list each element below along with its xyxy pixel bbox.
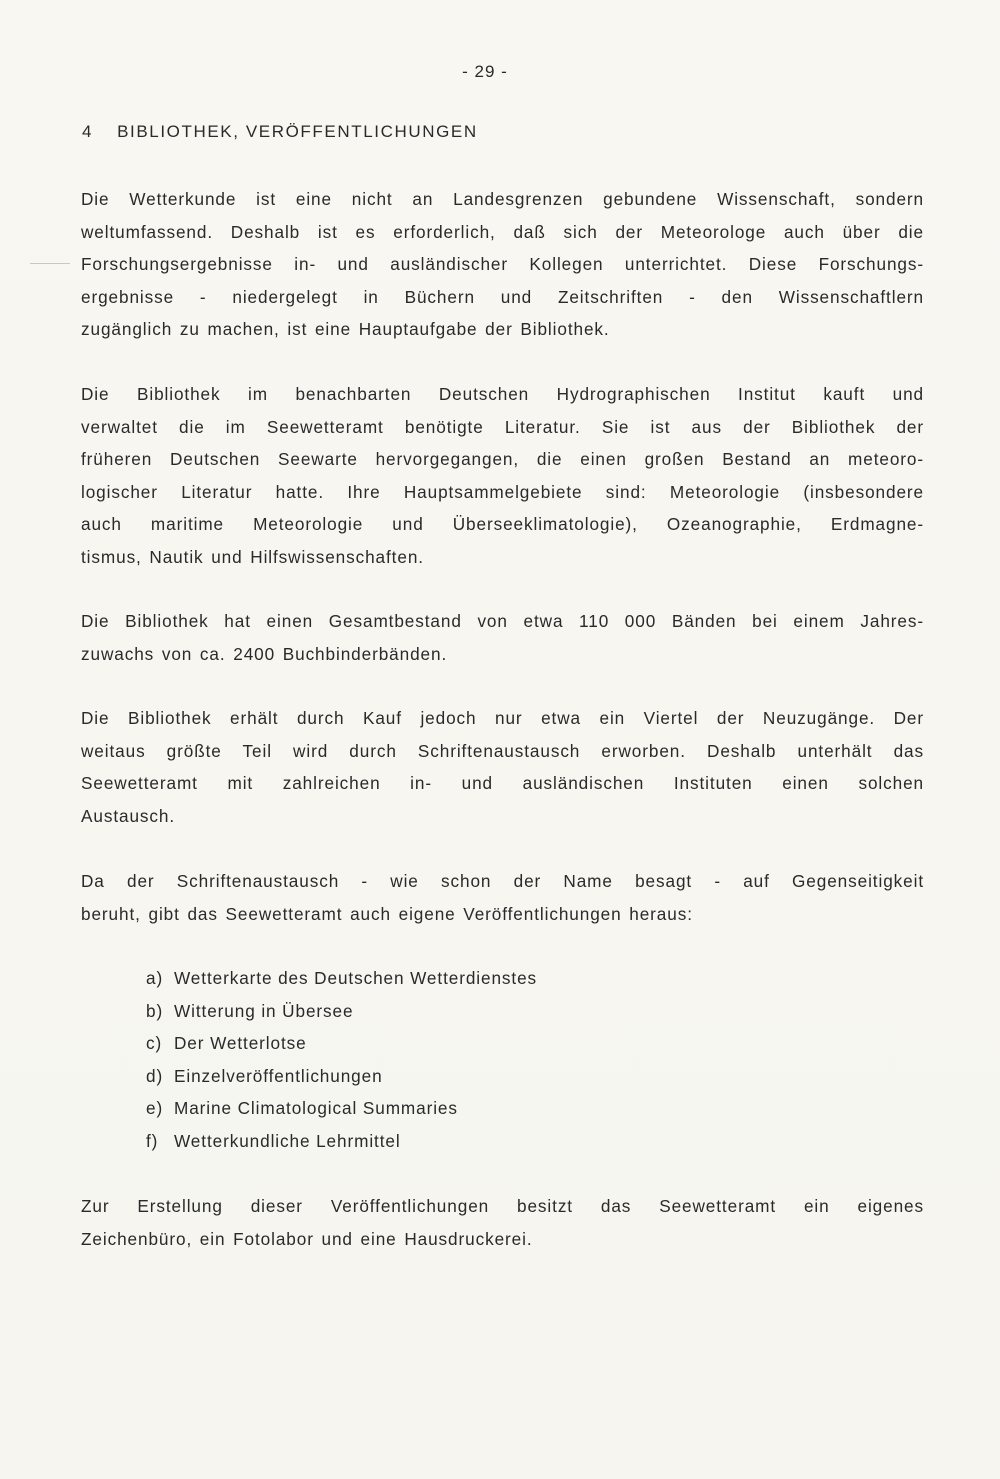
paragraph-line: Da der Schriftenaustausch - wie schon der Name besagt - auf Gegenseitigkeit [81, 871, 924, 891]
paragraph-2 [81, 378, 924, 574]
section-number: 4 [82, 122, 94, 141]
list-marker: c) [146, 1033, 163, 1053]
list-marker: f) [146, 1130, 159, 1151]
list-item-text: Der Wetterlotse [174, 1033, 307, 1053]
margin-mark [30, 263, 70, 264]
section-heading [82, 122, 478, 142]
list-marker: a) [146, 968, 164, 988]
list-marker: b) [146, 1000, 164, 1021]
paragraph-line: weltumfassend. Deshalb ist es erforderlich, daß sich der Meteorologe auch über die [81, 221, 924, 242]
paragraph-line: beruht, gibt das Seewetteramt auch eigene Veröffentlichungen heraus: [81, 903, 693, 924]
paragraph-line: Austausch. [81, 805, 176, 826]
paragraph-5 [81, 865, 924, 930]
paragraph-line: zuwachs von ca. 2400 Buchbinderbänden. [81, 643, 448, 664]
paragraph-line: Die Bibliothek erhält durch Kauf jedoch nur etwa ein Viertel der Neuzugänge. Der [81, 708, 924, 728]
paragraph-line: früheren Deutschen Seewarte hervorgegangen, die einen großen Bestand an meteoro- [81, 449, 924, 470]
paragraph-line: ergebnisse - niedergelegt in Büchern und Zeitschriften - den Wissenschaftlern [81, 286, 924, 307]
paragraph-line: Die Bibliothek hat einen Gesamtbestand von etwa 110 000 Bänden bei einem Jahres- [81, 611, 924, 631]
paragraph-1 [81, 183, 924, 346]
paragraph-line: auch maritime Meteorologie und Überseeklimatologie), Ozeanographie, Erdmagne- [81, 514, 924, 535]
list-marker: e) [146, 1098, 164, 1118]
paragraph-line: logischer Literatur hatte. Ihre Hauptsammelgebiete sind: Meteorologie (insbesondere [81, 481, 924, 502]
list-marker: d) [146, 1065, 164, 1086]
section-title: BIBLIOTHEK, VERÖFFENTLICHUNGEN [117, 122, 478, 141]
paragraph-4 [81, 702, 924, 832]
list-item [146, 1125, 537, 1158]
list-item [146, 1027, 537, 1060]
list-item [146, 995, 537, 1028]
paragraph-line: Seewetteramt mit zahlreichen in- und ausländischen Instituten einen solchen [81, 773, 924, 794]
paragraph-line: tismus, Nautik und Hilfswissenschaften. [81, 546, 424, 567]
list-item-text: Wetterkarte des Deutschen Wetterdienstes [174, 968, 538, 988]
publications-list [146, 962, 537, 1157]
list-item-text: Witterung in Übersee [174, 1000, 354, 1021]
paragraph-3 [81, 605, 924, 670]
list-item-text: Marine Climatological Summaries [174, 1098, 458, 1118]
list-item-text: Einzelveröffentlichungen [174, 1065, 383, 1086]
paragraph-line: verwaltet die im Seewetteramt benötigte Literatur. Sie ist aus der Bibliothek der [81, 416, 924, 437]
list-item [146, 1092, 537, 1125]
paragraph-6 [81, 1190, 924, 1255]
paragraph-line: Forschungsergebnisse in- und ausländischer Kollegen unterrichtet. Diese Forschungs- [81, 254, 924, 275]
paragraph-line: weitaus größte Teil wird durch Schriftenaustausch erworben. Deshalb unterhält das [81, 740, 924, 761]
list-item [146, 1060, 537, 1093]
list-item [146, 962, 537, 995]
paragraph-line: Die Wetterkunde ist eine nicht an Landesgrenzen gebundene Wissenschaft, sondern [81, 189, 924, 209]
paragraph-line: Zur Erstellung dieser Veröffentlichungen besitzt das Seewetteramt ein eigenes [81, 1196, 924, 1216]
page-number: - 29 - [462, 62, 508, 81]
paragraph-line: Die Bibliothek im benachbarten Deutschen Hydrographischen Institut kauft und [81, 384, 924, 404]
paragraph-line: Zeichenbüro, ein Fotolabor und eine Hausdruckerei. [81, 1228, 533, 1249]
paragraph-line: zugänglich zu machen, ist eine Hauptaufgabe der Bibliothek. [81, 319, 610, 340]
list-item-text: Wetterkundliche Lehrmittel [174, 1130, 401, 1151]
